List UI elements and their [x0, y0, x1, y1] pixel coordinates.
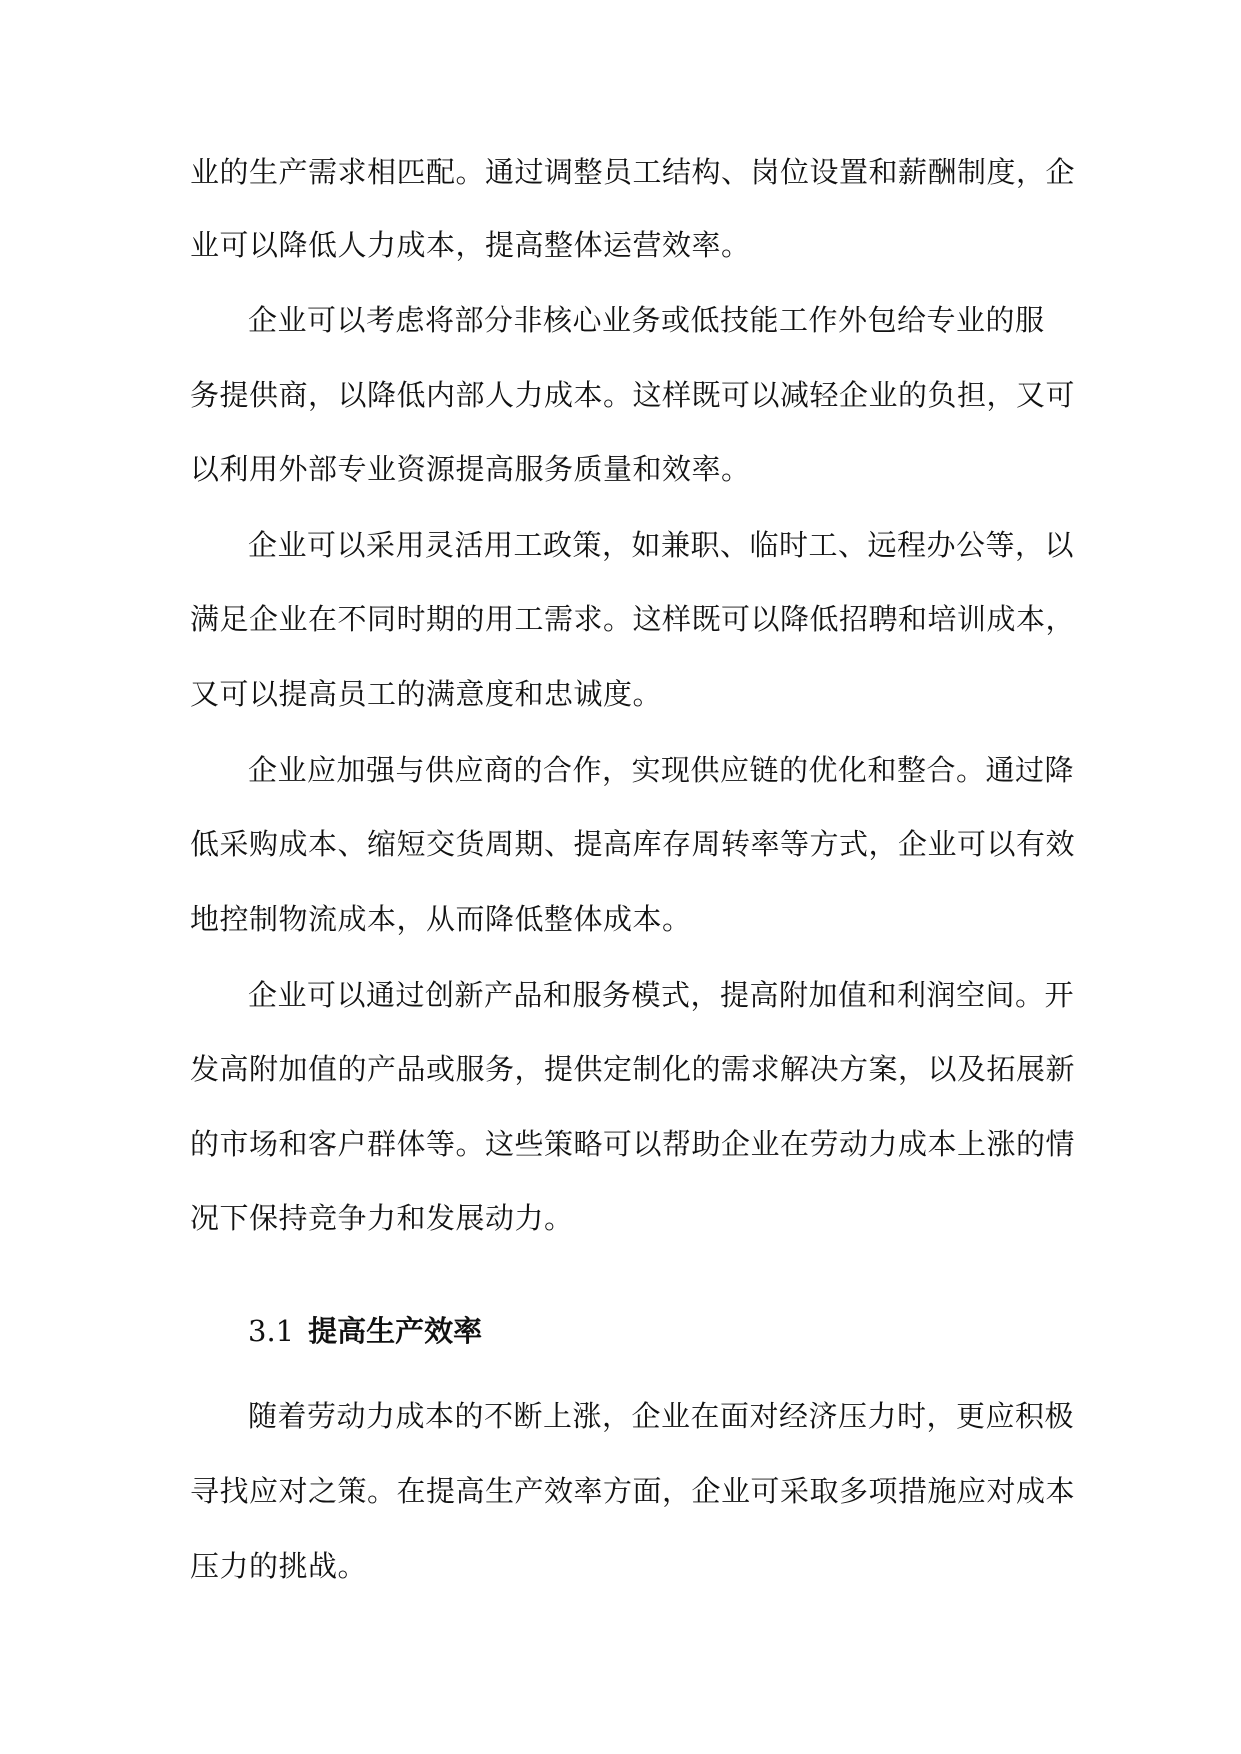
paragraph-line: 发高附加值的产品或服务，提供定制化的需求解决方案，以及拓展新 — [190, 1052, 1076, 1086]
paragraph-line: 地控制物流成本，从而降低整体成本。 — [190, 902, 692, 936]
paragraph-line: 以利用外部专业资源提高服务质量和效率。 — [190, 452, 751, 486]
paragraph-line: 企业可以通过创新产品和服务模式，提高附加值和利润空间。开 — [248, 978, 1075, 1012]
paragraph-line: 满足企业在不同时期的用工需求。这样既可以降低招聘和培训成本， — [190, 602, 1076, 636]
paragraph-line: 又可以提高员工的满意度和忠诚度。 — [190, 677, 663, 711]
paragraph-line: 的市场和客户群体等。这些策略可以帮助企业在劳动力成本上涨的情 — [190, 1127, 1076, 1161]
paragraph-line: 务提供商，以降低内部人力成本。这样既可以减轻企业的负担，又可 — [190, 378, 1076, 412]
paragraph-line: 企业应加强与供应商的合作，实现供应链的优化和整合。通过降 — [248, 753, 1075, 787]
paragraph-line: 业的生产需求相匹配。通过调整员工结构、岗位设置和薪酬制度，企 — [190, 155, 1076, 189]
paragraph-line: 况下保持竞争力和发展动力。 — [190, 1201, 574, 1235]
paragraph-line: 随着劳动力成本的不断上涨，企业在面对经济压力时，更应积极 — [248, 1399, 1075, 1433]
paragraph-line: 企业可以采用灵活用工政策，如兼职、临时工、远程办公等，以 — [248, 528, 1075, 562]
paragraph-line: 低采购成本、缩短交货周期、提高库存周转率等方式，企业可以有效 — [190, 827, 1076, 861]
section-number: 3.1 — [248, 1314, 295, 1348]
section-heading — [248, 1311, 482, 1351]
section-title: 提高生产效率 — [308, 1314, 483, 1348]
paragraph-line: 压力的挑战。 — [190, 1549, 368, 1583]
paragraph-line: 业可以降低人力成本，提高整体运营效率。 — [190, 228, 751, 262]
paragraph-line: 企业可以考虑将部分非核心业务或低技能工作外包给专业的服 — [248, 303, 1045, 337]
paragraph-line: 寻找应对之策。在提高生产效率方面，企业可采取多项措施应对成本 — [190, 1474, 1076, 1508]
